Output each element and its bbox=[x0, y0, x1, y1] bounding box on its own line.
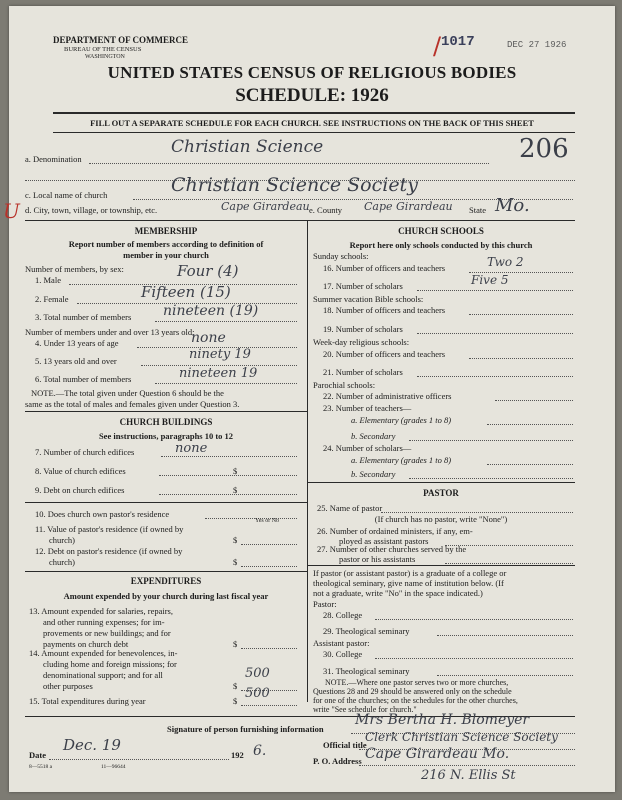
q24b-label: b. Secondary bbox=[351, 469, 396, 479]
city-label-field: d. City, town, village, or township, etc. bbox=[25, 205, 158, 215]
q26-label-a: 26. Number of ordained ministers, if any, em- bbox=[317, 526, 473, 536]
official-title-value: Clerk Christian Science Society bbox=[365, 730, 558, 744]
signature-label: Signature of person furnishing information bbox=[167, 724, 324, 734]
schools-intro: Report here only schools conducted by this church bbox=[349, 240, 533, 250]
q21-label: 21. Number of scholars bbox=[323, 367, 403, 377]
q12-dollar: $ bbox=[233, 557, 238, 567]
year-value: 6. bbox=[253, 743, 267, 759]
schools-heading: CHURCH SCHOOLS bbox=[398, 226, 484, 236]
membership-heading: MEMBERSHIP bbox=[134, 226, 198, 236]
census-schedule-page bbox=[3, 6, 615, 792]
q13-dollar: $ bbox=[233, 639, 238, 649]
q15-label: 15. Total expenditures during year bbox=[29, 696, 146, 706]
pastor-note1: NOTE.—Where one pastor serves two or more churches, bbox=[325, 678, 509, 687]
q9-dollar: $ bbox=[233, 485, 238, 495]
year-prefix: 192 bbox=[231, 750, 244, 760]
local-name-label: c. Local name of church bbox=[25, 190, 108, 200]
q14-line3: denominational support; and for all bbox=[43, 670, 163, 680]
q14-dollar: $ bbox=[233, 681, 238, 691]
q3-value: nineteen (19) bbox=[163, 303, 259, 319]
q6-label: 6. Total number of members bbox=[35, 374, 132, 384]
membership-note1: NOTE.—The total given under Question 6 should be the bbox=[31, 388, 224, 398]
membership-intro2: member in your church bbox=[123, 250, 209, 260]
q17-label: 17. Number of scholars bbox=[323, 281, 403, 291]
form-title: UNITED STATES CENSUS OF RELIGIOUS BODIES bbox=[107, 63, 517, 82]
city-label: WASHINGTON bbox=[85, 54, 125, 60]
q2-value: Fifteen (15) bbox=[141, 283, 231, 301]
q2-label: 2. Female bbox=[35, 294, 69, 304]
state-value: Mo. bbox=[495, 195, 530, 216]
q15-value: 500 bbox=[245, 686, 270, 701]
buildings-heading: CHURCH BUILDINGS bbox=[119, 417, 213, 427]
county-label: e. County bbox=[309, 205, 343, 215]
q13-line3: provements or new buildings; and for bbox=[43, 628, 171, 638]
q31-label: 31. Theological seminary bbox=[323, 666, 410, 676]
parochial-label: Parochial schools: bbox=[313, 380, 376, 390]
q19-label: 19. Number of scholars bbox=[323, 324, 403, 334]
q6-value: nineteen 19 bbox=[179, 366, 258, 381]
bureau-label: BUREAU OF THE CENSUS bbox=[64, 46, 142, 53]
q11-dollar: $ bbox=[233, 535, 238, 545]
sunday-label: Sunday schools: bbox=[313, 251, 369, 261]
q22-label: 22. Number of administrative officers bbox=[323, 391, 452, 401]
official-title-label: Official title bbox=[323, 740, 367, 750]
q18-label: 18. Number of officers and teachers bbox=[323, 305, 446, 315]
pastor-heading: PASTOR bbox=[423, 488, 459, 498]
q5-label: 5. 13 years old and over bbox=[35, 356, 117, 366]
margin-mark: U bbox=[3, 199, 20, 223]
q11-label-b: church) bbox=[49, 535, 75, 545]
q1-label: 1. Male bbox=[35, 275, 61, 285]
grad-line1: If pastor (or assistant pastor) is a graduate of a college or bbox=[313, 568, 507, 578]
asst-pastor-label: Assistant pastor: bbox=[313, 638, 370, 648]
grad-line3: not a graduate, write "No" in the space indicated.) bbox=[313, 588, 483, 598]
q1-value: Four (4) bbox=[177, 262, 239, 280]
q15-dollar: $ bbox=[233, 696, 238, 706]
q27-label-a: 27. Number of other churches served by the bbox=[317, 544, 467, 554]
q8-label: 8. Value of church edifices bbox=[35, 466, 126, 476]
denomination-label: a. Denomination bbox=[25, 154, 82, 164]
q20-label: 20. Number of officers and teachers bbox=[323, 349, 446, 359]
local-name-value: Christian Science Society bbox=[171, 174, 418, 196]
q26-label-b: ployed as assistant pastors bbox=[339, 536, 429, 546]
expenditures-sub: Amount expended by your church during last fiscal year bbox=[63, 591, 269, 601]
q13-line4: payments on church debt bbox=[43, 639, 129, 649]
q14-line1: 14. Amount expended for benevolences, in- bbox=[29, 648, 178, 658]
denomination-value: Christian Science bbox=[171, 137, 324, 157]
q23a-label: a. Elementary (grades 1 to 8) bbox=[351, 415, 452, 425]
q16-label: 16. Number of officers and teachers bbox=[323, 263, 446, 273]
q8-dollar: $ bbox=[233, 466, 238, 476]
red-tick-mark: / bbox=[433, 32, 442, 60]
q7-value: none bbox=[175, 441, 208, 456]
by-sex-label: Number of members, by sex: bbox=[25, 264, 124, 274]
q3-label: 3. Total number of members bbox=[35, 312, 132, 322]
q4-label: 4. Under 13 years of age bbox=[35, 338, 119, 348]
print-code-1: 8—5518 a bbox=[29, 764, 53, 770]
buildings-sub: See instructions, paragraphs 10 to 12 bbox=[98, 431, 234, 441]
age-intro: Number of members under and over 13 years old: bbox=[25, 327, 195, 337]
q27-label-b: pastor or his assistants bbox=[339, 554, 416, 564]
q12-label-a: 12. Debt on pastor's residence (if owned by bbox=[35, 546, 183, 556]
po-address-street: 216 N. Ellis St bbox=[421, 768, 516, 783]
q12-label-b: church) bbox=[49, 557, 75, 567]
q10-label: 10. Does church own pastor's residence bbox=[35, 509, 170, 519]
q28-label: 28. College bbox=[323, 610, 363, 620]
q9-label: 9. Debt on church edifices bbox=[35, 485, 125, 495]
state-label: State bbox=[469, 205, 486, 215]
pastor-note3: for one of the churches; on the schedules for the other churches, bbox=[313, 696, 518, 705]
county-value: Cape Girardeau bbox=[364, 200, 453, 213]
pastor-note4: write "See schedule for church." bbox=[313, 705, 417, 714]
q29-label: 29. Theological seminary bbox=[323, 626, 410, 636]
q13-line1: 13. Amount expended for salaries, repairs, bbox=[29, 606, 173, 616]
pastor-label: Pastor: bbox=[313, 599, 337, 609]
date-received-stamp: DEC 27 1926 bbox=[507, 40, 567, 50]
po-address-value: Cape Girardeau Mo. bbox=[365, 746, 510, 762]
membership-intro1: Report number of members according to definition of bbox=[68, 239, 264, 249]
q23b-label: b. Secondary bbox=[351, 431, 396, 441]
q24-label: 24. Number of scholars— bbox=[323, 443, 412, 453]
summer-label: Summer vacation Bible schools: bbox=[313, 294, 424, 304]
signature-value: Mrs Bertha H. Blomeyer bbox=[355, 712, 530, 728]
date-value: Dec. 19 bbox=[63, 736, 121, 754]
weekday-label: Week-day religious schools: bbox=[313, 337, 410, 347]
q24a-label: a. Elementary (grades 1 to 8) bbox=[351, 455, 452, 465]
q25-sub: (If church has no pastor, write "None") bbox=[374, 514, 508, 524]
form-number-stamp: 1017 bbox=[441, 34, 475, 50]
yes-no-hint: Yes or No bbox=[255, 518, 280, 524]
dept-label: DEPARTMENT OF COMMERCE bbox=[53, 35, 189, 45]
date-label: Date bbox=[29, 750, 46, 760]
q30-label: 30. College bbox=[323, 649, 363, 659]
q11-label-a: 11. Value of pastor's residence (if owned by bbox=[35, 524, 184, 534]
grad-line2: theological seminary, give name of institution below. (If bbox=[313, 578, 504, 588]
print-code-2: 11—96644 bbox=[101, 764, 126, 770]
expenditures-heading: EXPENDITURES bbox=[130, 576, 202, 586]
denomination-code: 206 bbox=[519, 134, 569, 164]
q5-value: ninety 19 bbox=[189, 347, 251, 362]
membership-note2: same as the total of males and females given under Question 3. bbox=[25, 399, 240, 409]
q23-label: 23. Number of teachers— bbox=[323, 403, 412, 413]
q17-value: Five 5 bbox=[471, 273, 509, 287]
q13-line2: and other running expenses; for im- bbox=[43, 617, 165, 627]
q4-value: none bbox=[191, 330, 226, 346]
q7-label: 7. Number of church edifices bbox=[35, 447, 135, 457]
q14-line4: other purposes bbox=[43, 681, 93, 691]
po-address-label: P. O. Address bbox=[313, 756, 362, 766]
q14-value: 500 bbox=[245, 666, 270, 681]
q14-line2: cluding home and foreign missions; for bbox=[43, 659, 177, 669]
pastor-note2: Questions 28 and 29 should be answered only on the schedule bbox=[313, 687, 512, 696]
instruction-line: FILL OUT A SEPARATE SCHEDULE FOR EACH CHURCH. SEE INSTRUCTIONS ON THE BACK OF THIS SHEET bbox=[90, 118, 534, 128]
q16-value: Two 2 bbox=[487, 255, 524, 269]
city-value: Cape Girardeau bbox=[221, 200, 310, 213]
form-subtitle: SCHEDULE: 1926 bbox=[235, 85, 389, 106]
q25-label: 25. Name of pastor bbox=[317, 503, 383, 513]
